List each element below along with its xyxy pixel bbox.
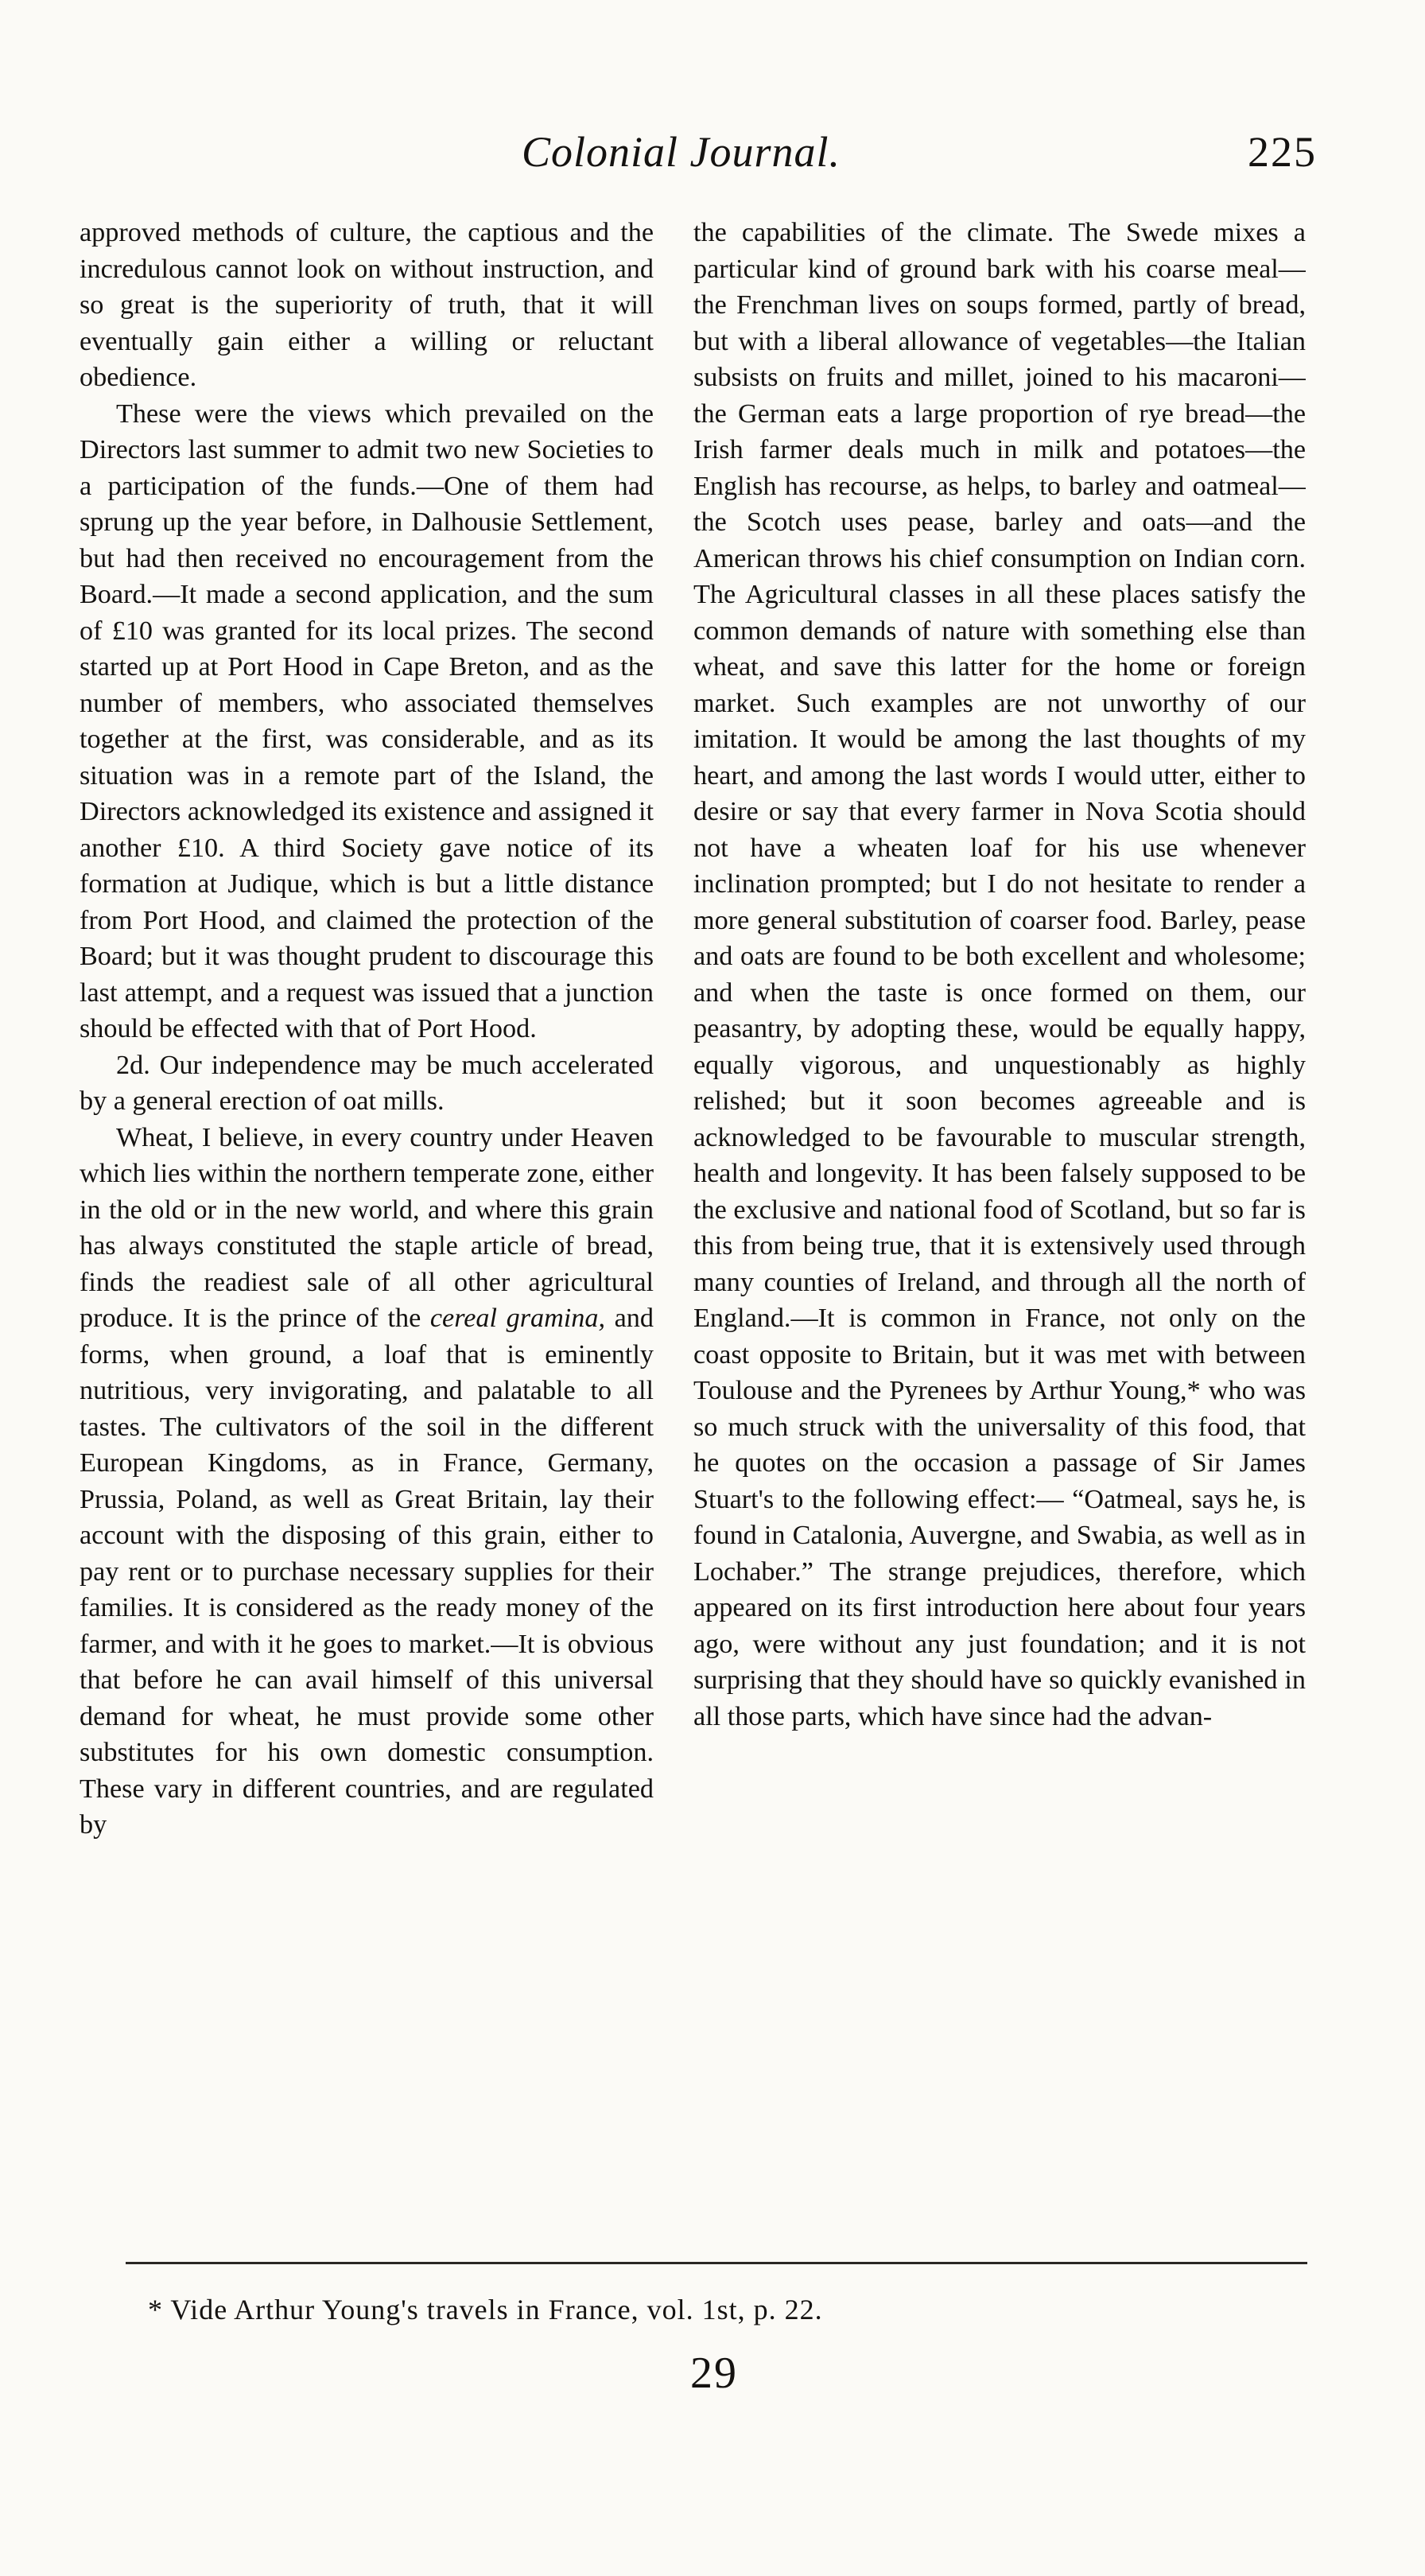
footnote: * Vide Arthur Young's travels in France, vol. 1st, p. 22.	[148, 2294, 823, 2325]
page-number: 225	[1248, 128, 1317, 176]
paragraph-continuation: approved methods of culture, the captious and the incredulous cannot look on without instruction, and so great is the superiority of truth, that it will eventually gain either a willing or reluctant obedience.	[80, 218, 654, 392]
left-column	[80, 215, 654, 2251]
running-title: Colonial Journal.	[522, 128, 841, 176]
paragraph-climate: the capabilities of the climate. The Swede mixes a particular kind of ground bark with his coarse meal—the Frenchman lives on soups formed, partly of bread, but with a liberal allowance of vegetables—the Italian subsists on fruits and millet, joined to his macaroni—the German eats a large proportion of rye bread—the Irish farmer deals much in milk and potatoes—the English has recourse, as helps, to barley and oatmeal—the Scotch uses pease, barley and oats—and the American throws his chief consumption on Indian corn. The Agricultural classes in all these places satisfy the common demands of nature with something else than wheat, and save this latter for the home or foreign market. Such examples are not unworthy of our imitation. It would be among the last thoughts of my heart, and among the last words I would utter, either to desire or say that every farmer in Nova Scotia should not have a wheaten loaf for his use whenever inclination prompted; but I do not hesitate to render a more general substitution of coarser food. Barley, pease and oats are found to be both excellent and wholesome; and when the taste is once formed on them, our peasantry, by adopting these, would be equally happy, equally vigorous, and unquestionably as highly relished; but it soon becomes agreeable and is acknowledged to be favourable to muscular strength, health and longevity. It has been falsely supposed to be the exclusive and national food of Scotland, but so far is this from being true, that it is extensively used through many counties of Ireland, and through all the north of England.—It is common in France, not only on the coast opposite to Britain, but it was met with between Toulouse and the Pyrenees by Arthur Young,* who was so much struck with the universality of this food, that he quotes on the occasion a passage of Sir James Stuart's to the following effect:— “Oatmeal, says he, is found in Catalonia, Auvergne, and Swabia, as well as in Lochaber.” The strange prejudices, therefore, which appeared on its first introduction here about four years ago, were without any just foundation; and it is not surprising that they should have so quickly evanished in all those parts, which have since had the advan-	[693, 218, 1306, 1731]
paragraph-oat-mills: 2d. Our independence may be much accelerated by a general erection of oat mills.	[80, 1050, 654, 1116]
page-header	[76, 127, 1317, 191]
footnote-divider	[126, 2262, 1307, 2264]
wheat-text-end: and forms, when ground, a loaf that is eminently nutritious, very invigorating, and palatable to all tastes. The cultivators of the soil in the different European Kingdoms, as in France, Germany, Prussia, Poland, as well as Great Britain, lay their account with the disposing of this grain, either to pay rent or to purchase necessary supplies for their families. It is considered as the ready money of the farmer, and with it he goes to market.—It is obvious that before he can avail himself of this universal demand for wheat, he must provide some other substitutes for his own domestic consumption. These vary in different countries, and are regulated by	[80, 1304, 654, 1840]
paragraph-societies: These were the views which prevailed on the Directors last summer to admit two new Societies to a participation of the funds.—One of them had sprung up the year before, in Dalhousie Settlement, but had then received no encouragement from the Board.—It made a second application, and the sum of £10 was granted for its local prizes. The second started up at Port Hood in Cape Breton, and as the number of members, who associated themselves together at the first, was considerable, and as its situation was in a remote part of the Island, the Directors acknowledged its existence and assigned it another £10. A third Society gave notice of its formation at Judique, which is but a little distance from Port Hood, and claimed the protection of the Board; but it was thought prudent to discourage this last attempt, and a request was issued that a junction should be effected with that of Port Hood.	[80, 398, 654, 1043]
wheat-text-start: Wheat, I believe, in every country under Heaven which lies within the northern temperate zone, either in the old or in the new world, and where this grain has always constituted the staple article of bread, finds the readiest sale of all other agricultural produce. It is the prince of the	[80, 1122, 654, 1333]
paragraph-wheat	[80, 1120, 654, 1844]
latin-term: cereal gramina,	[429, 1304, 606, 1333]
right-column	[693, 215, 1306, 2251]
signature-mark: 29	[690, 2349, 738, 2398]
